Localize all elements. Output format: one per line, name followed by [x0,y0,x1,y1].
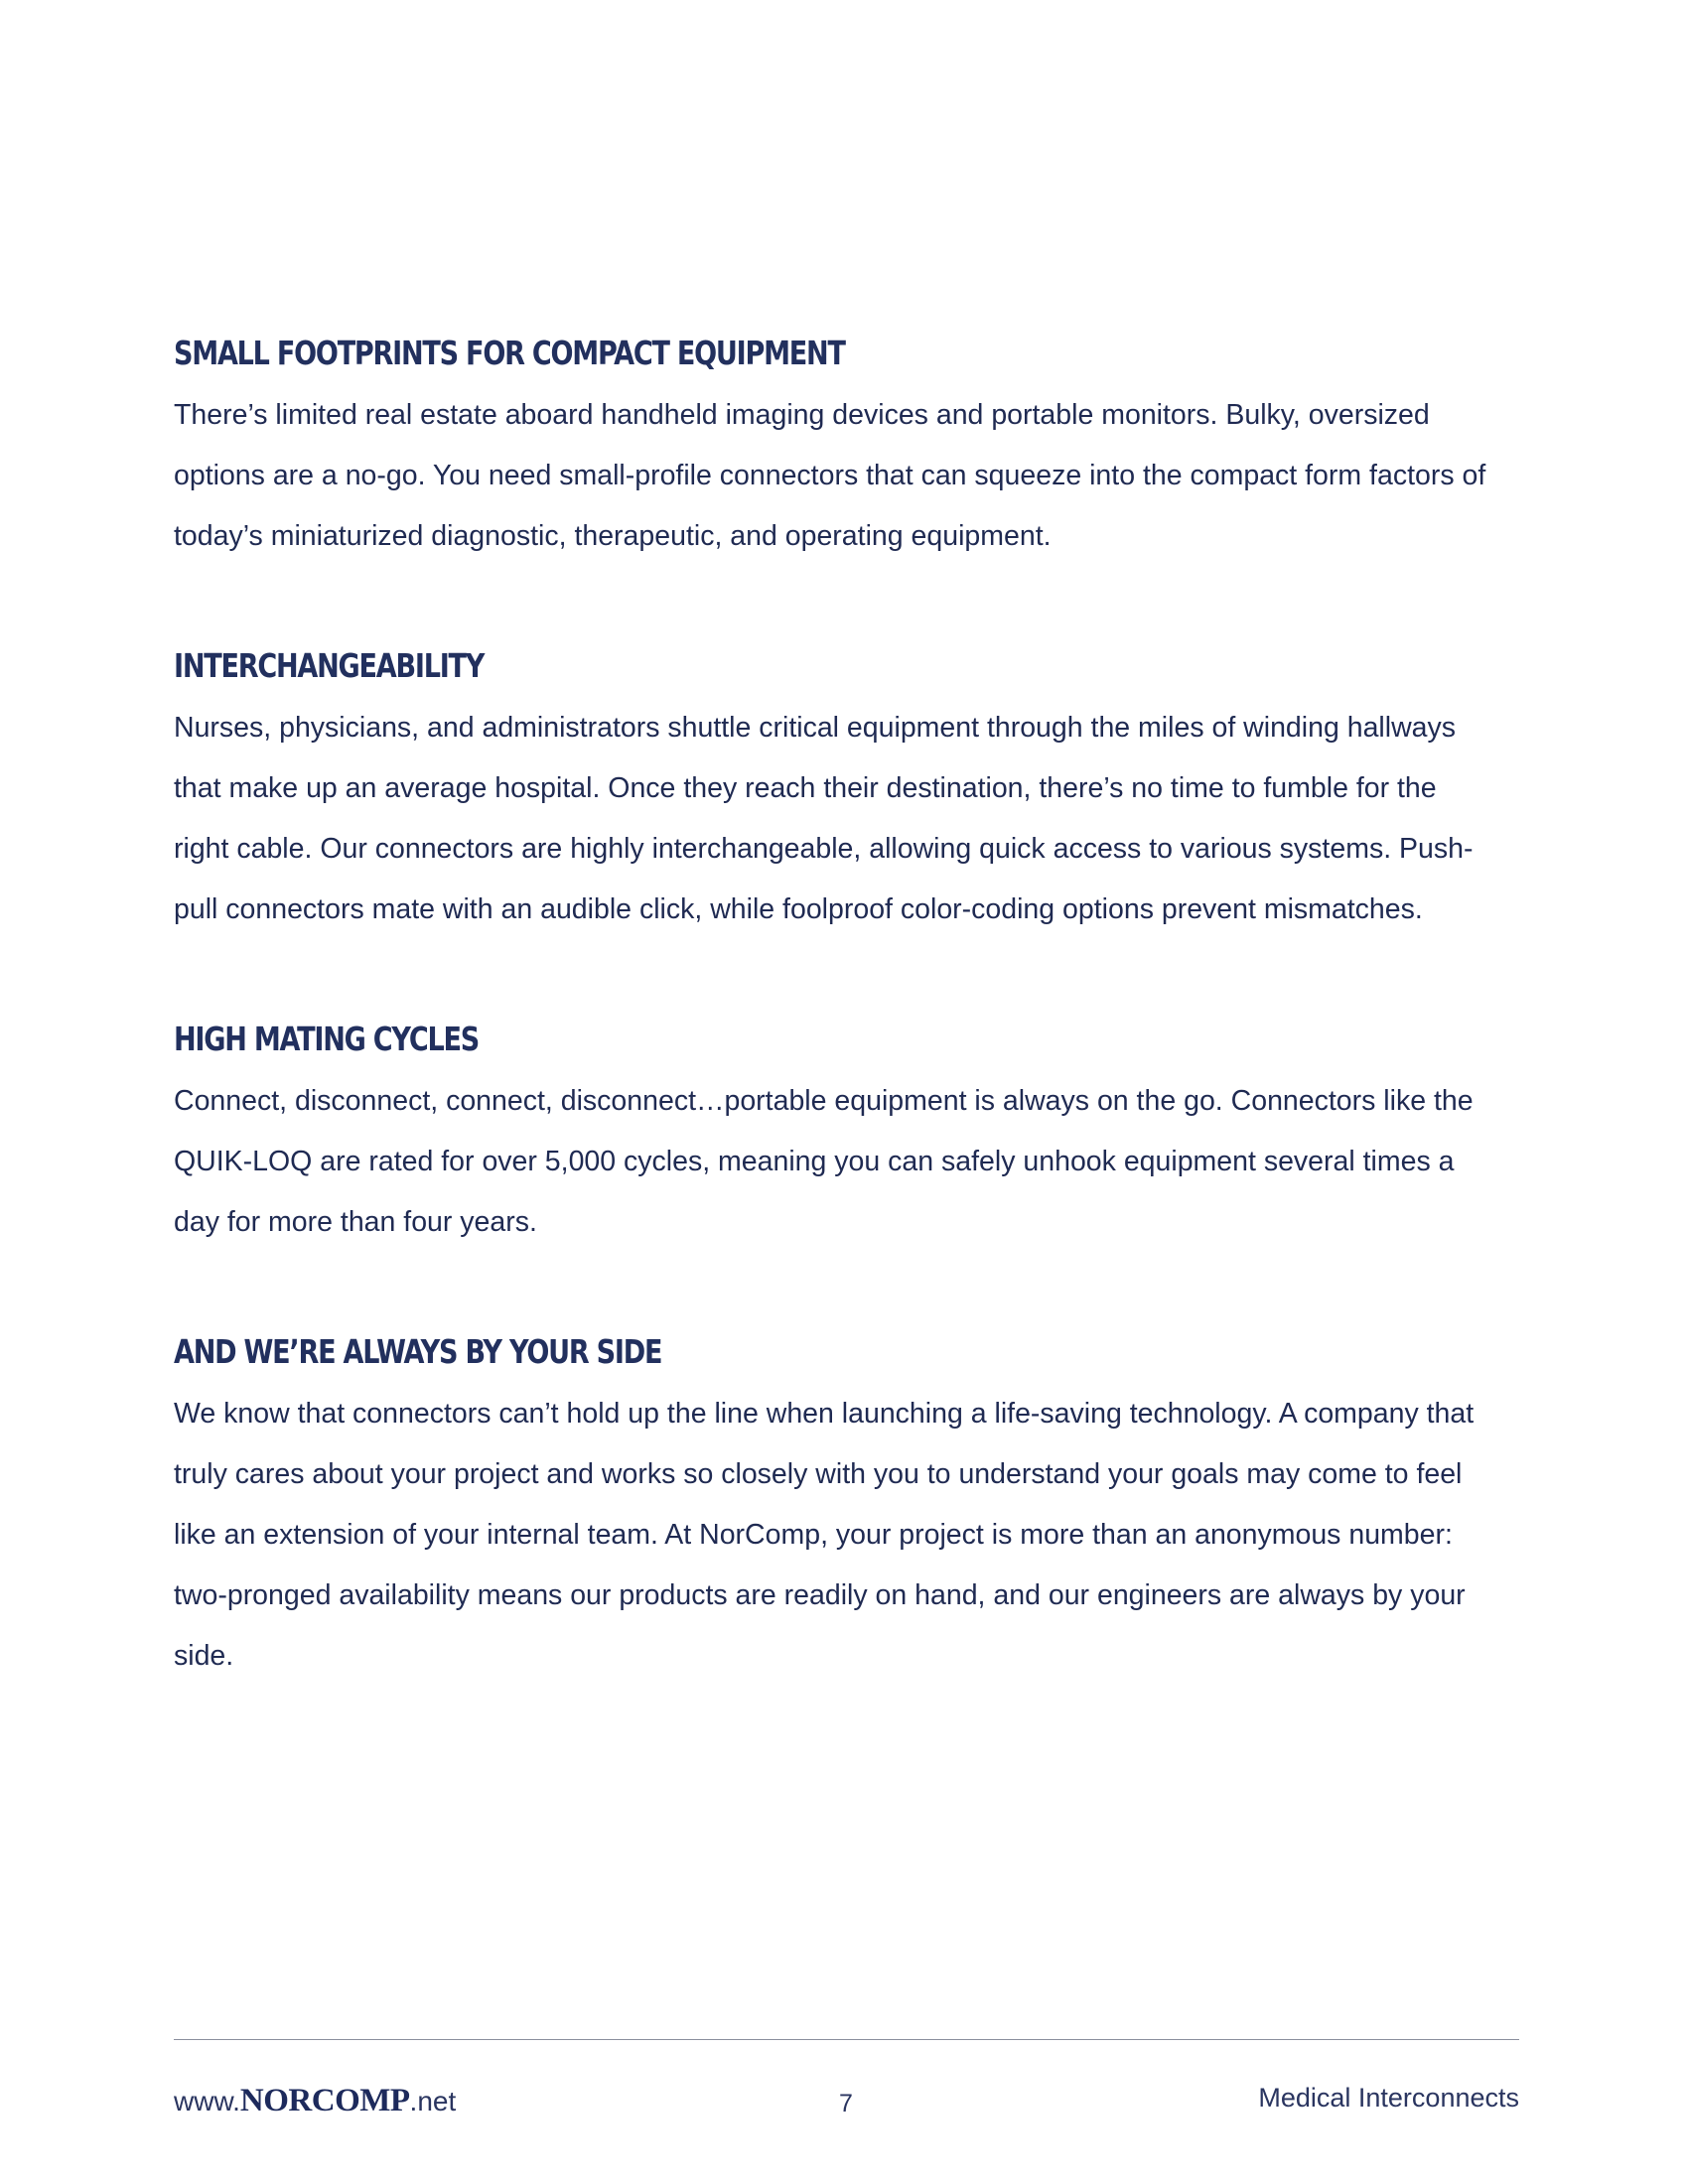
section-small-footprints [174,328,1504,567]
main-content [174,328,1504,1760]
document-title: Medical Interconnects [1258,2083,1519,2113]
section-heading: SMALL FOOTPRINTS FOR COMPACT EQUIPMENT [174,334,845,372]
footer-website-link[interactable] [174,2081,456,2121]
page-number: 7 [839,2090,853,2117]
norcomp-logo: NORCOMP [239,2083,410,2118]
section-always-by-your-side [174,1326,1504,1687]
section-interchangeability [174,640,1504,940]
section-heading: HIGH MATING CYCLES [174,1020,480,1058]
section-paragraph: Connect, disconnect, connect, disconnect…portable equipment is always on the go. Connectors like the QUIK-LOQ are rated for over 5,000 cycles, meaning you can safely unhook equipment several times a day for more than four years. [174,1085,1474,1238]
url-suffix: .net [409,2086,457,2116]
section-heading: INTERCHANGEABILITY [174,646,485,685]
section-paragraph: Nurses, physicians, and administrators shuttle critical equipment through the miles of winding hallways that make up an average hospital. Once they reach their destination, there’s no time to fumble for the right cable. Our connectors are highly interchangeable, allowing quick access to various systems. Push-pull connectors mate with an audible click, while foolproof color-coding options prevent mismatches. [174,712,1474,925]
footer-divider [174,2039,1519,2040]
section-paragraph: There’s limited real estate aboard handheld imaging devices and portable monitors. Bulky, oversized options are a no-go. You need small-profile connectors that can squeeze into the compact form factors of today’s miniaturized diagnostic, therapeutic, and operating equipment. [174,399,1486,552]
page-footer [174,2081,1519,2130]
url-prefix: www. [174,2086,240,2116]
section-high-mating-cycles [174,1014,1504,1253]
section-paragraph: We know that connectors can’t hold up the line when launching a life-saving technology. A company that truly cares about your project and works so closely with you to understand your goals may come to feel like an extension of your internal team. At NorComp, your project is more than an anonymous number: two-pronged availability means our products are readily on hand, and our engineers are always by your side. [174,1398,1475,1672]
section-heading: AND WE’RE ALWAYS BY YOUR SIDE [174,1332,662,1371]
